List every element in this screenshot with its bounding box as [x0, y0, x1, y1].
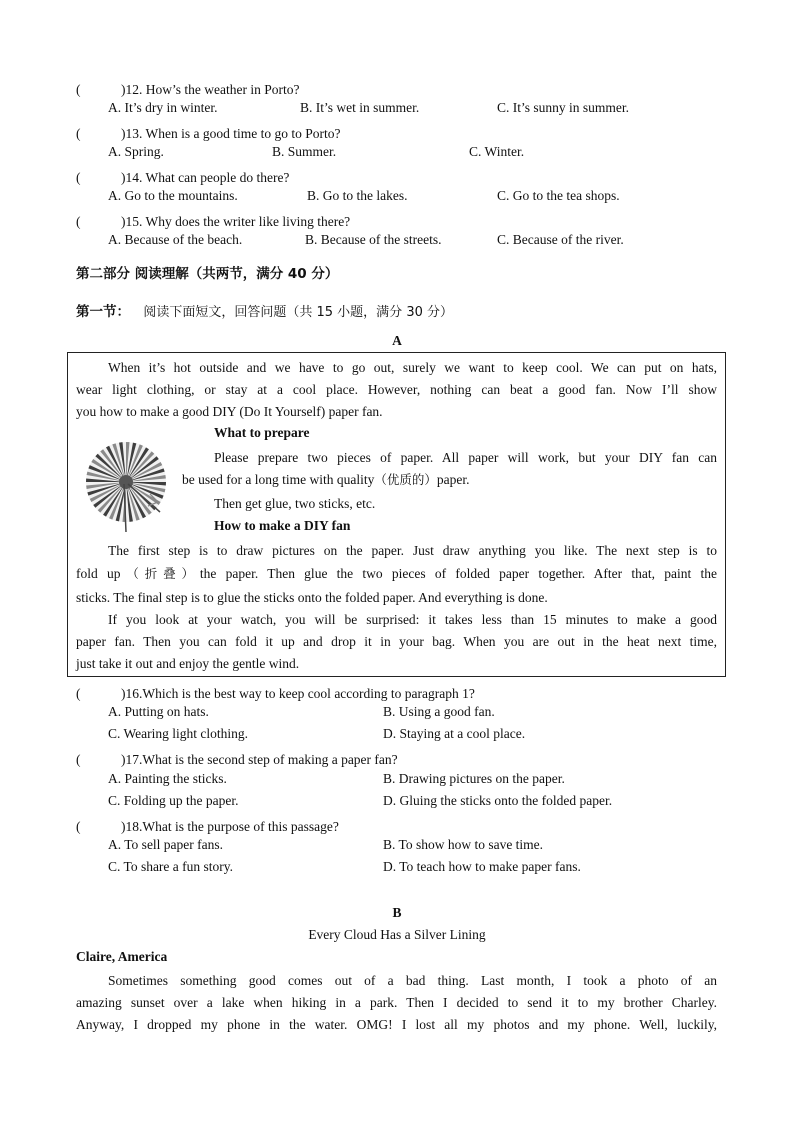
question-15-option-a: A. Because of the beach. — [108, 232, 243, 247]
question-13-option-b: B. Summer. — [272, 144, 337, 159]
passage-b-line2: amazing sunset over a lake when hiking in a park. Then I decided to send it to my brother Charley. — [76, 995, 717, 1010]
question-14-stem: ( )14. What can people do there? — [76, 170, 290, 185]
question-14-option-a: A. Go to the mountains. — [108, 188, 238, 203]
question-15-stem: ( )15. Why does the writer like living there? — [76, 214, 351, 229]
question-17-option-c: C. Folding up the paper. — [108, 793, 239, 808]
question-14-option-b: B. Go to the lakes. — [307, 188, 408, 203]
question-15-option-b: B. Because of the streets. — [305, 232, 442, 247]
passage-a-p4-line2-end: the paper. Then glue the two pieces of folded paper together. After that, paint the — [199, 566, 718, 581]
section1-note: 阅读下面短文，回答问题（共 15 小题，满分 30 分） — [143, 305, 453, 320]
question-17-stem: ( )17.What is the second step of making a paper fan? — [76, 752, 398, 767]
passage-a-p4-line2 — [76, 563, 717, 585]
question-18-option-a: A. To sell paper fans. — [108, 837, 224, 852]
section1-label: 第一节： — [76, 304, 130, 320]
question-18-option-b: B. To show how to save time. — [383, 837, 544, 852]
question-15-option-c: C. Because of the river. — [497, 232, 624, 247]
question-12-option-a: A. It’s dry in winter. — [108, 100, 218, 115]
passage-a-p2-line2 — [182, 470, 469, 488]
passage-a-p3: Then get glue, two sticks, etc. — [214, 496, 376, 511]
question-16-stem: ( )16.Which is the best way to keep cool according to paragraph 1? — [76, 686, 475, 701]
question-16-option-d: D. Staying at a cool place. — [383, 726, 526, 741]
passage-a-p2-line2-gloss: （优质的） — [374, 472, 437, 487]
passage-a-p4-line3: sticks. The final step is to glue the sticks onto the folded paper. And everything is done. — [76, 590, 548, 605]
question-16-option-a: A. Putting on hats. — [108, 704, 209, 719]
passage-b-letter: B — [392, 905, 402, 920]
question-18-stem: ( )18.What is the purpose of this passage? — [76, 819, 339, 834]
paper-fan-image — [80, 432, 176, 534]
passage-a-p4-line2-gloss: （折叠） — [120, 566, 200, 581]
passage-a-p4-line2-start: fold up — [76, 566, 121, 581]
question-12-option-c: C. It’s sunny in summer. — [497, 100, 630, 115]
passage-a-heading-how: How to make a DIY fan — [214, 518, 351, 533]
passage-a-p5-line2: paper fan. Then you can fold it up and drop it in your bag. When you are out in the heat next time, — [76, 634, 717, 649]
question-12-option-b: B. It’s wet in summer. — [300, 100, 420, 115]
passage-b-title: Every Cloud Has a Silver Lining — [308, 927, 486, 942]
question-14-option-c: C. Go to the tea shops. — [497, 188, 620, 203]
question-18-option-c: C. To share a fun story. — [108, 859, 234, 874]
passage-a-p5-line1: If you look at your watch, you will be surprised: it takes less than 15 minutes to make a good — [108, 612, 717, 627]
passage-a-p2-line2-start: be used for a long time with quality — [182, 472, 375, 487]
question-13-option-a: A. Spring. — [108, 144, 164, 159]
question-16-option-b: B. Using a good fan. — [383, 704, 495, 719]
passage-b-line3: Anyway, I dropped my phone in the water. OMG! I lost all my photos and my phone. Well, luckily, — [76, 1017, 717, 1032]
section1-heading — [76, 300, 453, 320]
question-17-option-d: D. Gluing the sticks onto the folded paper. — [383, 793, 613, 808]
part2-title: 第二部分 阅读理解（共两节，满分 40 分） — [76, 266, 339, 282]
question-16-option-c: C. Wearing light clothing. — [108, 726, 249, 741]
passage-b-line1: Sometimes something good comes out of a bad thing. Last month, I took a photo of an — [108, 973, 717, 988]
question-13-stem: ( )13. When is a good time to go to Porto? — [76, 126, 341, 141]
passage-a-p1-line3: you how to make a good DIY (Do It Yourself) paper fan. — [76, 404, 383, 419]
passage-a-p1-line2: wear light clothing, or stay at a cool place. However, nothing can beat a good fan. Now I’ll show — [76, 382, 717, 397]
passage-b-author: Claire, America — [76, 949, 168, 964]
question-17-option-a: A. Painting the sticks. — [108, 771, 227, 786]
question-17-option-b: B. Drawing pictures on the paper. — [383, 771, 565, 786]
passage-a-p4-line1: The first step is to draw pictures on the paper. Just draw anything you like. The next step is to — [108, 543, 717, 558]
passage-a-letter: A — [392, 333, 402, 348]
passage-a-p1-line1: When it’s hot outside and we have to go out, surely we want to keep cool. We can put on hats, — [108, 360, 717, 375]
passage-a-p2-line2-end: paper. — [436, 472, 470, 487]
passage-a-p2-line1: Please prepare two pieces of paper. All paper will work, but your DIY fan can — [214, 450, 717, 465]
question-12-stem: ( )12. How’s the weather in Porto? — [76, 82, 300, 97]
passage-a-heading-prepare: What to prepare — [214, 425, 310, 440]
question-18-option-d: D. To teach how to make paper fans. — [383, 859, 581, 874]
passage-a-p5-line3: just take it out and enjoy the gentle wind. — [76, 656, 300, 671]
question-13-option-c: C. Winter. — [469, 144, 525, 159]
